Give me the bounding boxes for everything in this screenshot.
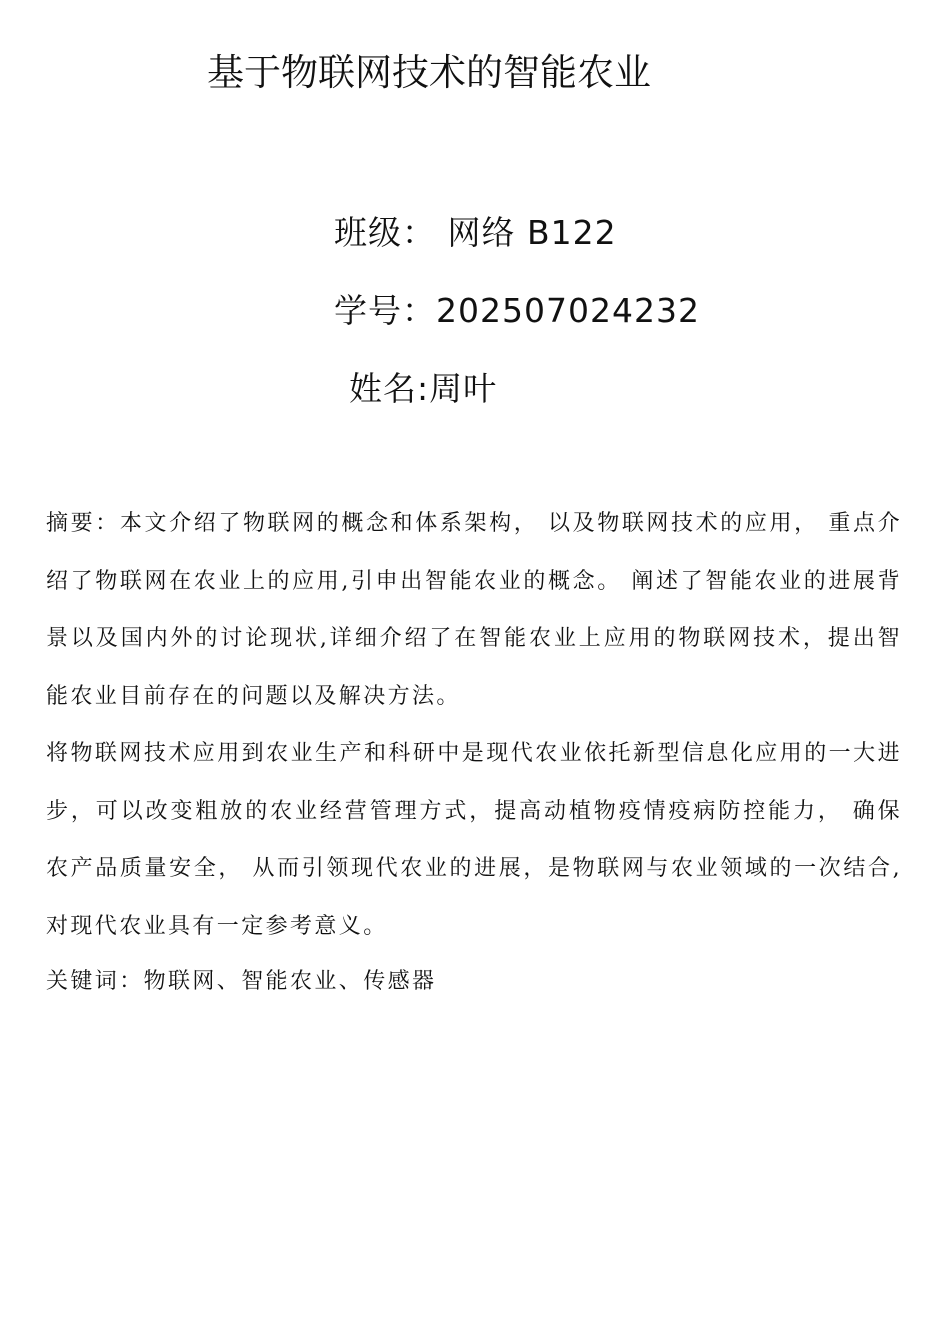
- student-id-line: 学号：202507024232: [334, 291, 700, 330]
- class-line: 班级： 网络 B122: [334, 213, 617, 252]
- document-title: 基于物联网技术的智能农业: [207, 51, 651, 94]
- body-paragraph: 将物联网技术应用到农业生产和科研中是现代农业依托新型信息化应用的一大进步，可以改变粗放的农业经营管理方式，提高动植物疫情疫病防控能力， 确保农产品质量安全， 从而引领现代农业的进展，是物联网与农业领域的一次结合,对现代农业具有一定参考意义。: [46, 741, 902, 939]
- keywords-line: 关键词：物联网、智能农业、传感器: [46, 969, 437, 994]
- name-line: 姓名:周叶: [349, 369, 498, 408]
- abstract-paragraph: 摘要：本文介绍了物联网的概念和体系架构， 以及物联网技术的应用， 重点介绍了物联网在农业上的应用,引申出智能农业的概念。 阐述了智能农业的进展背景以及国内外的讨论现状,详细介绍了在智能农业上应用的物联网技术，提出智能农业目前存在的问题以及解决方法。: [46, 511, 902, 709]
